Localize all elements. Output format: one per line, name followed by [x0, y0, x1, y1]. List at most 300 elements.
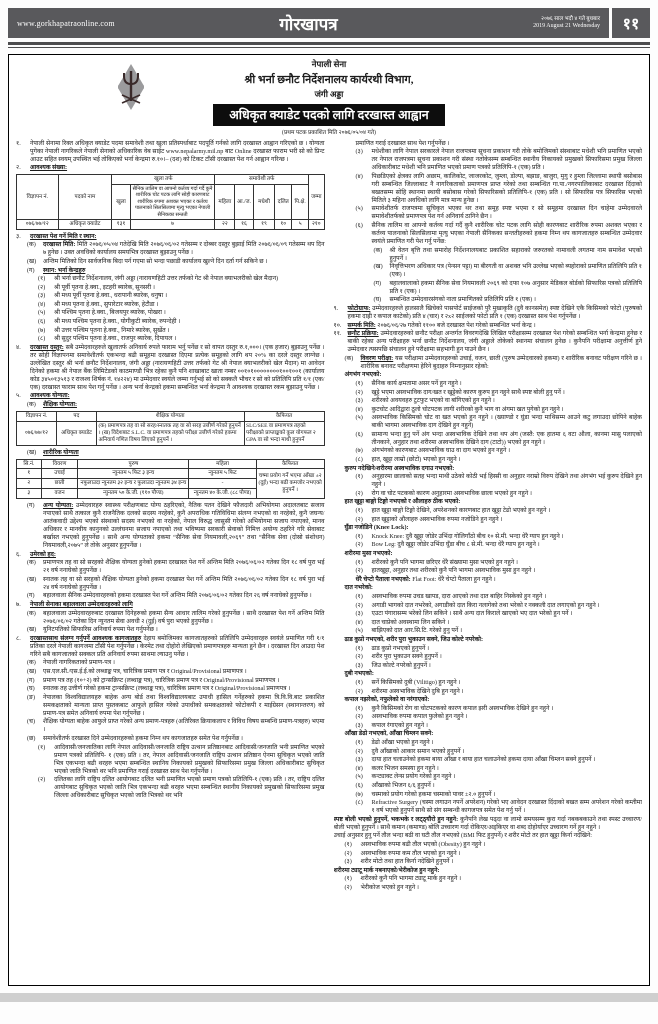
text-block [334, 380, 643, 388]
text-block [334, 627, 643, 635]
text: एउटा पंगारासम्म भरेको लिन सकिने । साथै अन्य दात किराले खाएको भए दात भरेको हुन पर्ने । [371, 611, 573, 618]
table-cell: चष्मा प्रयोग गर्ने भएमा आँखा ±२ (दुई) भन्दा बढी कमजोर नभएको हुनुपर्ने । [256, 469, 324, 499]
page-number: ११ [612, 8, 650, 38]
text: कपाल रंगाएको हुन नहुने । [371, 722, 428, 729]
text-block [16, 694, 325, 718]
section [16, 344, 325, 392]
text: अस्वभाविक रुपमा कपाल फुलेको हुन नहुने । [371, 714, 468, 721]
bottom-section-divider [0, 993, 658, 1002]
advertisement-title-banner: अधिकृत क्याडेट पदको लागि दरखास्त आह्वान [213, 104, 445, 126]
text: सर्ने किसिमको दुबी (Vilitigo) हुन नहुने । [371, 679, 461, 686]
item-marker: (ङ) [27, 694, 36, 701]
table-cell: SLC/SEE वा प्रमाणपत्र तहको परीक्षाको प्राप्ताङ्कको कुल योगफल २ GPA वा सो भन्दा माथी हुनुपर्ने [244, 421, 324, 445]
sub-heading [334, 636, 643, 644]
text-block [334, 688, 643, 696]
section [334, 322, 643, 330]
item-marker: (२) [355, 654, 363, 661]
item-marker: (४) [38, 301, 46, 308]
masthead-dates [533, 16, 600, 30]
label: उमेरको हद: [30, 551, 56, 558]
text-block [334, 841, 643, 849]
text: भेरीकोज भएको हुन नहुने । [360, 884, 420, 891]
text: उचाई अनुसार हुनु पर्ने तौल भन्दा बढी वा घटी तौल नभएको (BMI फिट हुनुपर्ने) र शरीर मोटो तर हात खुट्टा किर्ना नदेखिने: [333, 833, 593, 840]
item-marker: (२) [355, 490, 363, 497]
section [16, 164, 325, 172]
text-block [334, 816, 643, 832]
text: श्री भर्ना छनौट निर्देशनालय, जंगी अड्डा (नारायणहिटी उत्तर तर्फको गेट श्री नेपाल क्याभलरीको खेल मैदान) [54, 276, 279, 283]
item-marker: (४) [355, 619, 363, 626]
text: हातखुट्टा, अनुहार तथा शरीरको कुनै पनि भागमा अस्वभाविक मुसा हुन नहुने । [371, 568, 536, 575]
item-marker: (५) [355, 415, 363, 422]
item-marker: (५) [38, 310, 46, 317]
text-block [334, 473, 643, 489]
text [30, 164, 325, 172]
section [334, 305, 643, 321]
label: दरखास्त पेश गर्ने मिति र स्थान: [30, 233, 97, 240]
text: अंगभंगको कारणबाट अस्वभाविक घाउ वा दाग भएको हुन नहुने । [371, 448, 511, 455]
item-marker: (४) [355, 765, 363, 772]
text [30, 233, 325, 241]
text-block [334, 414, 643, 430]
table-cell: १० [275, 219, 292, 229]
table-cell: छाती [41, 479, 78, 489]
text: दुबी नभएको: [344, 671, 374, 678]
text: श्री मध्य पृतना हे.क्वा., सुपारेटार ब्यारेक, हेटौडा । [54, 301, 159, 308]
item-marker: (ग) [373, 280, 382, 287]
text: प्रमाणित गराई दरखास्त साथ पेश गर्नुपर्नेछ । [355, 140, 450, 147]
text-block [334, 507, 643, 515]
table-cell: ५ [292, 219, 309, 229]
text-block [334, 567, 643, 575]
text: कुनै किसिमको रोग वा चोटपटकको कारण कपाल झरी अस्वभाविक देखिने हुन नहुने । [371, 705, 554, 712]
text: समावेशीतर्फ दरखास्त दिने उम्मेदवारहरुको हकमा निम्न थप कागजातहरु समेत पेश गर्नुपर्नेछ । [43, 735, 243, 742]
sub-heading [334, 550, 643, 558]
text-block [334, 280, 643, 296]
table-header-cell: खुला तर्फ [112, 175, 215, 185]
item-marker: (५) [355, 774, 363, 781]
table-header-cell: विज्ञापन नं. [17, 412, 57, 422]
label: दरखास्त मिति: [43, 242, 76, 249]
text-block [16, 275, 325, 283]
text: सामान्य भन्दा हुनु पर्ने अंग भन्दा अस्वभाविक देखिने तथा थप अंग (जस्तै: एक हातमा ६ वटा औला, कानमा मासु पलाएको तीनकाने, अनुहार तथा शरीरमा अस्वभाविक देखिने दाग (टाटो)) भएको हुन नहुने । [371, 431, 642, 446]
text-block [16, 258, 325, 266]
item-marker: (२) [355, 542, 363, 549]
text: शरीरको अवयवहरु टुटफुट भएको वा बांगिएको हुन नहुने । [371, 398, 495, 405]
org-line-army: नेपाली सेना [311, 59, 347, 69]
text: आँखा डेढो नभएको, आँखा चिम्लन सक्ने: [344, 731, 434, 738]
label: शारीरिक योग्यता [43, 449, 79, 456]
text-block [334, 447, 643, 455]
section [16, 233, 325, 241]
table-header-cell: पि.क्षे. [292, 185, 309, 220]
text-block [334, 645, 643, 653]
text-block [16, 776, 325, 800]
text-block [334, 516, 643, 524]
text: एस.एल.सी./एस.ई.ई.को लब्धाङ्क पत्र, चारित्रिक प्रमाण पत्र र Original/Provisional प्रमाणपत्र । [43, 668, 247, 675]
text: ढाड कुप्रो नभएको हुनुपर्ने । [371, 645, 430, 652]
table-cell: न्युनतम ५ फिट ३ इन्च [78, 469, 189, 479]
text: स्नातक तह वा सो सरहको शैक्षिक योग्यता हुनेको हकमा दरखास्त पेश गर्ने अन्तिम मिति २०७६/०६/०२ गतेका दिन १८ वर्ष पुरा भई २४ वर्ष ननाघेको हुनुपर्नेछ । [43, 576, 325, 591]
text: अस्वभाविक किसिमको चोट वा खत भएको हुन नहुने । (ख्याण्डो र घुंडा भन्दा माथिसम्म आउने कटु लगाउदा छोपिने बाहेक बाकी भागमा अस्वभाविक दाग देखिने हुन नहुने) [371, 415, 642, 430]
text-block [16, 284, 325, 292]
item-marker: (८) [355, 800, 363, 807]
label: आवश्यक योग्यता: [30, 393, 70, 400]
item-marker: (क) [27, 242, 36, 249]
text-block [334, 355, 643, 371]
text-block [16, 685, 325, 693]
table-header-cell: महिला [215, 185, 235, 220]
item-marker: (१) [355, 645, 363, 652]
item-marker: (ग) [27, 267, 35, 274]
item-marker: (२) [355, 389, 363, 396]
item-marker: (ख) [373, 264, 383, 271]
text: सैनिक तालिम वा आफ्नो कर्तव्य गर्दा गर्दै कुनै शारीरिक चोट पटक लागि सोही कारणबाट शारीरिक रुपमा अशक्त भएका र कर्तव्य पालनाको सिलसिलामा मृत्यु भएका नेपाली सैनिकका सन्ततीहरुको हकमा निम्न थप कागजातहरु सम्बन्धित उम्मेदवार स्वयंले प्रमाणित गरी पेश गर्नु पर्नेछ: [371, 222, 642, 245]
table-cell: १३१ [112, 219, 130, 229]
label: आवश्यक संख्या: [30, 165, 68, 172]
text: छनौट प्रक्रिया: उम्मेदवारहरुको छनौट परीक्षा अन्तर्गत विवरणदेखि लिखित परीक्षासम्म दरखास्त पेश गरेको सम्बन्धित भर्ना केन्द्रमा हुनेछ र बाकी रहेका अन्य परीक्षाहरु भर्ना छनौट निर्देशनालय, जंगी अड्डाले तोकेको स्थानमा संचालन हुनेछ । कुनैपनि परीक्षामा अनुत्तीर्ण हुने उम्मेदवार त्यसपछि संचालन हुने परीक्षामा सहभागी हुन पाउने छैन । [347, 331, 642, 354]
table-header-cell: विज्ञापन नं. [17, 175, 59, 220]
label: दरखास्तसाथ संलग्न गर्नुपर्ने आवश्यक कागजातहरु [30, 635, 142, 642]
item-marker: (क) [373, 247, 383, 254]
text-block [334, 782, 643, 790]
text-block [334, 490, 643, 498]
sub-heading [334, 465, 643, 473]
text: अगाडी भागको दात नभरेको, अगाडीको दात किरा नलागेको तथा भरेको र नक्कली दात लगाएको हुन नहुने । [371, 602, 600, 609]
item-marker: (१) [355, 508, 363, 515]
item-marker: (३) [355, 398, 363, 405]
label: छनौट प्रक्रिया: [347, 331, 379, 338]
item-marker: (ख) [27, 576, 37, 583]
item-marker: (ख) [27, 627, 37, 634]
text-block [334, 850, 643, 858]
table-cell: २१० [309, 219, 324, 229]
item-marker: (२) [355, 688, 363, 695]
sub-heading [334, 524, 643, 532]
masthead [8, 8, 650, 38]
table-cell: ०७६/७७/१२ [17, 421, 57, 445]
text: Bow Leg: दुवै खुट्टा जोडेर उभिंदा घुँडा बीच ८ से.मी. भन्दा धेरै ग्याप हुन नहुने । [371, 542, 540, 549]
text: शरीरको कुनै पनि भागमा ट्याटू मार्क हुन नहुने । [360, 876, 462, 883]
text-block [16, 668, 325, 676]
item-marker: (३) [355, 611, 363, 618]
text-block [334, 713, 643, 721]
item-marker: (३) [355, 662, 363, 669]
text: दरखास्त मिति: मिति २०७६/०५/०४ गतेदेखि मिति २०७६/०६/०२ गतेसम्म र दोब्बर दस्तुर बुझाई मिति २०७६/०६/०९ गतेसम्म थप दिन ७ हुनेछ । उक्त अवधिको कार्यालय समयभित्र दरखास्त बुझाउनु पर्नेछ । [43, 242, 325, 257]
text [43, 401, 325, 409]
item-marker: (१) [355, 533, 363, 540]
left-column [16, 139, 325, 893]
text: स्पष्ट बोली भएको हुनुपर्ने, भकभके र लट्ठ्यौरो हुन नहुने: कुनैपनि लेख पढ्दा वा लामो समयसम्म कुरा गर्दा नबकबकाउने तथा स्पस्ट उच्चारण/बोली भएको हुनुपर्ने । साथै कमान (कमाण्ड) बोलि उच्चारण गर्दा रोकिएर/अड्किएर वा शब्द दोहोर्याएर उच्चारण गर्ने हुन नहुने । [333, 816, 642, 831]
label: शैक्षिक योग्यता: [43, 402, 77, 409]
text: मधेशीका लागि नेपाल सरकारले नेपाल राजपत्रमा सूचना प्रकाशन गरी तोके बमोजिमको संस्थाबाट मधेशी भनि प्रमाणित भएको तर नेपाल राजपत्रमा सूचना प्रकाशन गरी संस्था नतोकेसम्म सम्बन्धित स्थानीय निकायको प्रमुखको सिफारिसमा प्रमुख जिल्ला अधिकारीबाट मधेशी भनि प्रमाणित भएको प्रमाण पत्रको प्रतिलिपि-१ (एक) प्रति । [371, 149, 642, 172]
table-cell: (क) प्रमाणपत्र तह वा सो सरह/स्नातक तह वा सो सरह उत्तीर्ण गरेको हुनुपर्ने । (ख) विदेशबाट S.L.C. वा प्रमाणपत्र तहको परीक्षा उत्तीर्ण गरेको हकमा अनिवार्य गणित विषय लिएको हुनुपर्ने । [96, 421, 244, 445]
masthead-bar [8, 8, 609, 38]
item-marker: (ख) [27, 668, 37, 675]
sub-heading [334, 584, 643, 592]
text: ढाड कुप्रो नभएको, शरीर पुरा भुकाउन सक्ने, जिउ कोल्टे नपरेको: [344, 636, 483, 643]
item-marker: (३) [344, 859, 352, 866]
item-marker: (४) [355, 406, 363, 413]
item-marker: (१) [38, 744, 46, 751]
table-cell: २ [17, 479, 42, 489]
table-cell: - [189, 479, 257, 489]
education-table [16, 411, 325, 446]
item-marker: (ग) [27, 593, 35, 600]
item-marker: (६) [38, 319, 46, 326]
text-block [334, 173, 643, 205]
text-block [334, 756, 643, 764]
item-marker: ४. [16, 344, 21, 351]
text: कुरुप नदेखिने/शरीरमा अस्वभाविक दगाउ नभएको: [344, 465, 455, 472]
item-marker: ९. [333, 305, 339, 312]
item-marker: १. [16, 140, 21, 147]
text-block [334, 748, 643, 756]
text-block [16, 610, 325, 626]
text: आदिवासी/जनजातिका लागि नेपाल आदिवासी/जनजाति राष्ट्रिय उत्थान प्रतिष्ठानबाट आदिवासी/जनजाति भनी प्रमाणित भएको प्रमाण पत्रको प्रतिलिपि- १ (एक) प्रति । तर, नेपाल आदिवासी/जनजाति राष्ट्रिय उत्थान प्रतिष्ठान ऐनमा सुचिकृत भएको जाति भित्र एकभन्दा बढी थरहरु भएमा सम्बन्धित स्थानिय निकायको प्रमुखको सिफारिसमा प्रमुख जिल्ला अधिकारीबाट सुचिकृत भएको जाति भित्रको थर भनि प्रमाणित गराई दरखास्त साथ पेश गर्नुपर्नेछ । [54, 744, 325, 775]
text: प्रमाण पत्र तह (१०+२) को ट्रान्सक्रिप्ट (लब्धाङ्क पत्र), चारित्रिक प्रमाण पत्र र Original/Provisional प्रमाणपत्र । [43, 677, 280, 684]
item-marker: (५) [355, 206, 363, 213]
text: नेपाली सेनामा रिक्त अधिकृत क्याडेट पदमा समावेशी तथा खुला प्रतिस्पर्धाबाट पदपूर्ति गर्नको लागि दरखास्त आह्वान गरिएको छ । योग्यता पुगेका नेपाली नागरिकले नेपाली सेनाको अधिकारिक वेब साईट www.nepalarmy.mil.np बाट Online दरखास्त फाराम भरी सो को प्रिन्ट आउट सहित स्वयम् उपस्थित भई तोकिएको भर्ना केन्द्रमा रु.१०।– (दश) को टिकट टाँसी दरखास्त पेश गर्न आह्वान गरिन्छ । [30, 140, 325, 163]
table-cell: १९ [253, 219, 275, 229]
table-cell: वजन [41, 489, 78, 499]
item-marker: (२) [344, 850, 352, 857]
label: धेरै चेप्टो पैताला नभएको: [355, 576, 411, 583]
table-header-cell: शैक्षिक योग्यता [96, 412, 244, 422]
text: सम्पर्क मिति: २०७६/०६/२७ गतेको ११०० बजे दरखास्त पेश गरेको सम्बन्धित भर्ना केन्द्र । [347, 322, 536, 329]
table-cell: न्युनतम ४० के.जी. (८८ पौण्ड) [189, 489, 257, 499]
item-marker: (ग) [27, 677, 35, 684]
section [16, 392, 325, 400]
item-marker: (क) [27, 402, 36, 409]
date-nepali: २०७६ साल भदौ ४ गते बुधबार [541, 15, 600, 22]
text-block [334, 389, 643, 397]
item-marker: (२) [38, 284, 46, 291]
physical-table [16, 459, 325, 500]
item-marker: (१) [355, 705, 363, 712]
sub-heading [334, 867, 643, 875]
item-marker: (ख) [27, 449, 37, 456]
text: दात नभरेको: [344, 585, 373, 592]
text-block [334, 559, 643, 567]
text-block [334, 610, 643, 618]
text: युनिटपतिको सिफारिस अनिवार्य रुपमा पेश गर्नुपर्नेछ । [43, 627, 158, 634]
text: सम्बन्धित उम्मेदवारसंगको नाता प्रमाणितको प्रतिलिपि प्रति १ (एक) । [389, 297, 536, 304]
text-block [334, 875, 643, 883]
table-cell: १ [17, 469, 42, 479]
table-cell: २२ [215, 219, 235, 229]
text-block [334, 884, 643, 892]
text-block [16, 267, 325, 275]
item-marker: (५) [355, 628, 363, 635]
text: जिउ कोल्टे नपरेको हुनुपर्ने । [371, 662, 431, 669]
text: बहालवाला उम्मेदवारहरुबाट दरखास्त दिनेहरुको हकमा सैन्य आधार तालिम गरेको हुनुपर्नेछ । साथै दरखास्त पेश गर्ने अन्तिम मिति २०७६/०६/०२ गतेका दिन न्युनतम सेवा अवधी २ (दुई) वर्ष पुरा भएको हुनुपर्नेछ । [43, 610, 325, 625]
text-block [16, 449, 325, 457]
item-marker: (घ) [373, 297, 382, 304]
table-cell: ०७६/७७/१२ [17, 219, 59, 229]
item-marker: (२) [355, 748, 363, 755]
table-header-cell: आ./ज. [235, 185, 253, 220]
text: शरीर पुरा भुकाउन सक्ने हुनुपर्ने । [371, 654, 442, 661]
text-block [334, 296, 643, 304]
text: हात खुट्टा बाङ्गो टिङ्गो नभएको र औलाहरु ठीक भएको: [344, 499, 461, 506]
item-marker: ५. [16, 393, 21, 400]
table-cell: न्युनतम ५० के.जी. (११० पौण्ड) [78, 489, 189, 499]
label: विवरण परीक्षा: [360, 355, 394, 362]
section [16, 140, 325, 164]
publication-date-note: (प्रथम पटक प्रकाशित मिति २०७६/०५/०४ गते) [282, 130, 376, 136]
text: फोटोग्राफ: उम्मेदवारहरुले हालसालै खिचेको पासपोर्ट साईजको पुरै मुखाकृति (दुवै कानसमेत) स्पष्ट देखिने एकै किसिमको फोटो (पुरुषको हकमा दाह्री र कपाल काटेको) प्रति ४ (चार) र २x२ साईजको फोटो प्रति १ (एक) दरखास्त साथ पेश गर्नुपर्नेछ । [347, 305, 642, 320]
text-block [334, 205, 643, 221]
text-block [334, 739, 643, 747]
advertisement-body [9, 136, 649, 897]
table-header-cell: समावेशी तर्फ [215, 175, 309, 185]
text: दाया हात चलाउनेको हकमा बाया आँखा र बाया हात चलाउनेको हकमा दाया आँखा चिम्लन सक्ने हुनुपर्ने । [371, 757, 596, 764]
item-marker: (१) [355, 679, 363, 686]
text: Knock Knee: दुवै खुट्टा जोडेर उभिंदा गोलिगाँठो बीच १० से.मी. भन्दा धेरै ग्याप हुन नहुने । [371, 533, 564, 540]
table-header-cell: महिला [189, 459, 257, 469]
text: घुँडा नजोडिने (Knee Lock): [344, 525, 409, 532]
text: श्री मध्य पश्चिम पृतना हे.क्वा., योगीकुटी ब्यारेक, रुपन्देही । [54, 319, 181, 326]
text: कलर भिजन समस्या हुन नहुने । [371, 765, 439, 772]
label: सम्पर्क मिति: [347, 322, 376, 329]
text: श्री पश्चिम पृतना हे.क्वा., बिजयपुर ब्यारेक, पोखरा । [54, 310, 166, 317]
table-header-cell: पुरुष [78, 459, 189, 469]
text: शरीर मोटो तथा हात किर्ना नदेखिने हुनुपर्ने । [360, 859, 454, 866]
text: बहालवाला सैनिक उम्मेदवारहरुको हकमा दरखास्त पेश गर्ने अन्तिम मिति २०७६/०६/०२ गतेका दिन २६ वर्ष ननाघेको हुनुपर्नेछ । [43, 593, 312, 600]
text-block [16, 659, 325, 667]
text-block [16, 301, 325, 309]
text-block [16, 718, 325, 734]
text: चस्माको प्रयोग गरेको हकमा चस्माको पावर ±२.० हुनुपर्ने । [371, 791, 496, 798]
table-cell: ३ [17, 489, 42, 499]
text: धेरै चेप्टो पैताला नभएको: Flat Foot: धेरै चेप्टो पैताला हुन नहुने । [355, 576, 496, 583]
text-block [334, 705, 643, 713]
text: पिछडिएको क्षेत्रका लागि अछाम, कालिकोट, जाजरकोट, जुम्ला, डोल्पा, बझाङ, बाजुरा, मुगु र हुम्ला जिल्लामा स्थायी बसोबास गरी सम्बन्धित जिल्लाबाट नै नागरिकताको प्रमाणपत्र प्राप्त गरेको तथा सम्बन्धित गा.पा./नगरपालिकाबाट दरखास्त दिंदाको बखतसम्म सोहि स्थानमा स्थायी बसोबास गरेको सिफारिसको प्रतिलिपि-१ (एक) प्रति । सो सिफारिस पत्र सिफारिस भएको मितिले ३ महिना अवधिको लागि मात्र मान्य हुनेछ । [371, 173, 642, 204]
text: अस्वभाविक रुपमा उचड खापड, दारा आएको तथा दात बाहिर निस्केको हुन नहुने । [371, 593, 547, 600]
item-marker: (३) [355, 722, 363, 729]
section [334, 330, 643, 354]
item-marker: ८. [16, 635, 21, 642]
text-block [334, 662, 643, 670]
text-block [334, 653, 643, 661]
text: सैनिक कार्य क्षमतामा असर पर्ने हुन नहुने । [371, 380, 462, 387]
text: अन्य योग्यता: उम्मेदवारहरु स्वास्थ्य परीक्षणबाट योग्य ठहरिएको, नैतिक पतन देखिने फौजदारी अभियोगमा अदालतबाट सजाय नपाएको साथै तत्काल कुनै राजनैतिक दलको सदस्य नरहेको, कुनै अपराधिक गतिविधिमा संलग्न नभएको वा नरहेको, कुनै जघन्य/आतंकवादी उद्देश्य भएको संस्थाको सदस्य नभएको वा नरहेको, नेपाल विरुद्ध जासुसी गरेको अभियोगमा सजाय नपाएको, मानव अधिकार र मानवीय कानुनको उल्लंघनमा सजाय नपाएको तथा भविष्यमा सरकारी सेवाको निमित्त अयोग्य ठहरिने गरि सेवाबाट बर्खास्त नभएको हुनुपर्नेछ । साथै अन्य योग्यताको हकमा “सैनिक सेवा नियमावली,२०६९” तथा “सैनिक सेवा (दोस्रो संशोधन) नियमावली,२०७५” ले तोके अनुसार हुनुपर्नेछ । [43, 503, 325, 550]
item-marker: ७. [16, 602, 21, 609]
table-cell: अधिकृत क्याडेट [56, 421, 96, 445]
text: अस्वभाविक रुपमा बढी तौल भएको (Obesity) हुन नहुने । [360, 842, 486, 848]
item-marker: (२) [344, 884, 352, 891]
item-marker: (३) [355, 757, 363, 764]
text [43, 449, 325, 457]
text: हात खुट्टा बाङ्गो टिङ्गो देखिने, अपरेशनको कारणबाट हात खुट्टा टेढो भएको हुन नहुने । [371, 508, 551, 515]
item-marker: (१) [38, 276, 46, 283]
text-block [334, 148, 643, 172]
item-marker: (छ) [27, 735, 36, 742]
item-marker: ६. [16, 551, 21, 558]
sub-heading [334, 670, 643, 678]
table-header-cell: कैफियत [256, 459, 324, 469]
text: दुवै आँखाको आकार समान भएको हुनुपर्ने । [371, 748, 465, 755]
section [16, 551, 325, 559]
text: श्री उत्तर पश्चिम पृतना हे.क्वा., निमारे ब्यारेक, सुर्खेत । [54, 327, 170, 334]
item-marker: (२) [355, 714, 363, 721]
text: बाझिएको दात आर.सि.टि. गरेको हुनु पर्ने । [371, 628, 463, 635]
item-marker: (क) [27, 610, 36, 617]
text-block [16, 744, 325, 776]
text-block [334, 397, 643, 405]
date-english: 2019 August 21 Wednesday [533, 22, 600, 29]
text: अनुहारमा छालाको सतह भन्दा माथी उठेको कोठी भई हिस्सी वा अनुहार नराम्रो विरुप देखिने तथा अंगभंग भई कुरुप देखिने हुन नहुने । [371, 474, 642, 489]
table-header-cell: पद [56, 412, 96, 422]
label: दरखास्त दस्तुर: [30, 344, 64, 351]
text-block [334, 576, 643, 584]
item-marker: (१) [355, 559, 363, 566]
text-block [16, 241, 325, 257]
text: Refractive Surgery (चस्मा लगाउन नपर्ने अपरेशन) गरेको भए आवेदन दरखास्त दिंदाको बखत सम्म अपरेशन गरेको कम्तीमा १ वर्ष भएको हुनुपर्ने साथै सो संग सम्बन्धी कागजपत्र समेत पेश गर्नु पर्ने । [371, 800, 642, 815]
text-block [334, 799, 643, 815]
item-marker: (१) [355, 474, 363, 481]
item-marker: (२) [355, 568, 363, 575]
label: स्पष्ट बोली भएको हुनुपर्ने, भकभके र लट्ठ्यौरो हुन नहुने: [333, 816, 459, 823]
text: हात खुट्टाको औलाहरु अस्वभाविक रुपमा नजोडिने हुन नहुने । [371, 516, 503, 523]
item-marker: ३. [16, 233, 21, 240]
table-cell: अधिकृत क्याडेट [58, 219, 112, 229]
table-header-cell: पदको नाम [58, 175, 112, 220]
table-header-cell: विवरण [41, 459, 78, 469]
item-marker: (४) [355, 173, 363, 180]
item-marker: (३) [355, 149, 363, 156]
text-block [334, 602, 643, 610]
table-cell: ७ [130, 219, 215, 229]
text-block [334, 858, 643, 866]
text [30, 601, 325, 609]
text: दरखास्त दस्तुर: सबै उम्मेदवारहरुले खुलातर्फ अनिवार्य रुपले फाराम भर्नु पर्नेछ र सो वापत दस्तुर रु.१,०००। (एक हजार) बुझाउनु पर्नेछ । तर सोही विज्ञापनमा समावेशीतर्फ एकभन्दा बढी समूहमा दरखास्त दिएमा प्रत्येक समूहको लागि थप २०% का दरले दस्तुर लाग्नेछ । उल्लेखित दस्तुर श्री भर्ना छनौट निर्देशनालय, जंगी अड्डा (नारायणहिटी उत्तर तर्फको गेट श्री नेपाल क्याभलरीको खेल मैदान) मा आवेदन दिनेको हकमा श्री नेपाल बैंक लिमिटेडको काठमाण्डौ भित्र रहेका कुनै पनि शाखाबाट खाता नम्बर ००१०१००००००००१००१००१ (कार्यालय कोड ३४५०१३५१३ र राजश्व शिर्षक नं. १४२२४) मा उम्मेदवार स्वयंले जम्मा गर्नुभई सो को सक्कलै भौचर र सो को प्रतिलिपि प्रति १/१ (एक/एक) दरखास्त फाराम साथ पेश गर्नु पर्नेछ । अन्य भर्ना केन्द्रको हकमा सम्बन्धित भर्ना केन्द्रमा नै आवश्यक दरखास्त रकम बुझाउनु पर्नेछ । [30, 344, 325, 391]
text-block [334, 247, 643, 263]
label: स्थान: भर्ना केन्द्रहरु [43, 267, 86, 274]
text-block [334, 679, 643, 687]
required-table [16, 174, 325, 230]
item-marker: (१) [344, 876, 352, 883]
item-marker: (२) [355, 602, 363, 609]
text: अस्वभाविक रुपमा कम तौल भएको हुन नहुने । [360, 850, 461, 857]
item-marker: (६) [355, 222, 363, 229]
text-block [16, 592, 325, 600]
text: कपाल नझरेको, नफुलेको वा नरंगाएको: [344, 697, 430, 704]
advertisement-header [9, 55, 649, 136]
sub-heading [334, 730, 643, 738]
sub-heading [334, 696, 643, 704]
item-marker: (१) [355, 740, 363, 747]
army-crest-icon [109, 63, 153, 116]
text-block [16, 335, 325, 343]
text-block [334, 533, 643, 541]
sub-heading [334, 371, 643, 379]
text-block [16, 735, 325, 743]
item-marker: २. [16, 165, 21, 172]
text-block [334, 541, 643, 549]
table-cell: उचाई [41, 469, 78, 479]
label: नेपाली सेनाका बहालवाला उम्मेदवारहरुको लागि [30, 602, 133, 609]
text-block [334, 773, 643, 781]
text-block [16, 401, 325, 409]
table-header-cell: दलित [275, 185, 292, 220]
text-block [16, 318, 325, 326]
item-marker: (च) [27, 719, 35, 726]
text: बहालवालाको हकमा सैनिक सेवा नियमावली २०६९ को दफा १०७ अनुसार मेडिकल बोर्डको सिफारिस पत्रको प्रतिलिपि प्रति १ (एक) । [389, 280, 642, 295]
section [16, 601, 325, 609]
table-cell: न्युनतम ५ फिट [189, 469, 257, 479]
item-marker: (क) [27, 560, 36, 567]
